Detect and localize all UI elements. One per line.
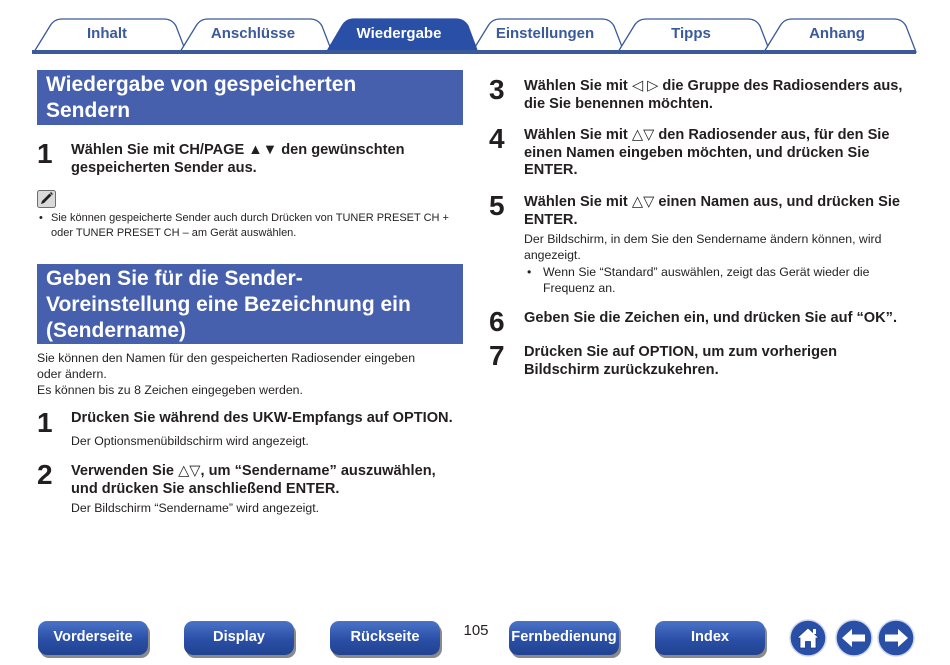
tab-einstellungen[interactable]: Einstellungen xyxy=(495,25,595,42)
display-button[interactable]: Display xyxy=(184,621,294,655)
pencil-note-icon xyxy=(37,190,56,208)
section-title-line: Wiedergabe von gespeicherten xyxy=(46,73,357,96)
step-number: 5 xyxy=(489,190,505,221)
step-line: einen Namen eingeben möchten, und drücken Sie xyxy=(524,144,870,161)
back-arrow-icon[interactable] xyxy=(835,619,873,657)
fernbedienung-button[interactable]: Fernbedienung xyxy=(509,621,619,655)
tab-inhalt[interactable]: Inhalt xyxy=(87,25,127,42)
section-intro xyxy=(37,350,467,398)
tab-tipps[interactable]: Tipps xyxy=(671,25,711,42)
note-bullet xyxy=(39,211,464,241)
step-number: 3 xyxy=(489,74,505,105)
vorderseite-button[interactable]: Vorderseite xyxy=(38,621,148,655)
step-line: Wählen Sie mit CH/PAGE ▲▼ den gewünschten xyxy=(71,142,405,158)
step-description: Der Optionsmenübildschirm wird angezeigt. xyxy=(71,434,309,448)
step-instruction xyxy=(71,142,471,177)
desc-line: Der Bildschirm, in dem Sie den Sendername ändern können, wird xyxy=(524,232,882,246)
rueckseite-button[interactable]: Rückseite xyxy=(330,621,440,655)
step-instruction: Geben Sie die Zeichen ein, und drücken Sie auf “OK”. xyxy=(524,310,898,326)
tab-anschluesse[interactable]: Anschlüsse xyxy=(210,25,296,42)
note-line: oder TUNER PRESET CH – am Gerät auswählen. xyxy=(51,227,297,239)
tab-baseline xyxy=(32,50,916,54)
step-line: Wählen Sie mit △▽ einen Namen aus, und drücken Sie xyxy=(524,194,901,210)
step-instruction xyxy=(524,78,924,113)
step-line: Verwenden Sie △▽, um “Sendername” auszuwählen, xyxy=(71,463,436,479)
step-line: Wählen Sie mit △▽ den Radiosender aus, für den Sie xyxy=(524,127,890,143)
step-number: 6 xyxy=(489,306,505,337)
step-line: ENTER. xyxy=(524,162,578,178)
bullet-line: Frequenz an. xyxy=(543,281,616,295)
note-line: Sie können gespeicherte Sender auch durch Drücken von TUNER PRESET CH + xyxy=(51,212,449,224)
bullet-text xyxy=(527,264,917,296)
step-number: 1 xyxy=(37,407,53,438)
note-text xyxy=(39,211,464,241)
step-instruction xyxy=(71,463,471,498)
step-description xyxy=(524,231,924,263)
section-title-wiedergabe-gespeicherter-sender xyxy=(37,70,463,125)
section-title-line: Geben Sie für die Sender- xyxy=(46,267,303,290)
intro-line: Es können bis zu 8 Zeichen eingegeben werden. xyxy=(37,383,303,397)
step-line: ENTER. xyxy=(524,211,578,228)
section-title-sendername xyxy=(37,264,463,344)
tab-anhang[interactable]: Anhang xyxy=(809,25,865,42)
index-button[interactable]: Index xyxy=(655,621,765,655)
bullet-dot: • xyxy=(39,212,43,224)
step-line: gespeicherten Sender aus. xyxy=(71,159,257,176)
step-number: 1 xyxy=(37,138,53,169)
bullet-dot: • xyxy=(527,265,532,279)
tab-wiedergabe[interactable]: Wiedergabe xyxy=(356,25,442,42)
step-description: Der Bildschirm “Sendername” wird angezeigt. xyxy=(71,501,320,515)
section-title-line: Voreinstellung eine Bezeichnung ein xyxy=(46,293,411,316)
bullet-line: Wenn Sie “Standard” auswählen, zeigt das Gerät wieder die xyxy=(543,265,870,279)
step-line: und drücken Sie anschließend ENTER. xyxy=(71,480,340,497)
home-icon[interactable] xyxy=(789,619,827,657)
section-title-line: Sendern xyxy=(46,99,131,122)
step-line: Bildschirm zurückzukehren. xyxy=(524,361,719,378)
section-title-line: (Sendername) xyxy=(46,319,187,342)
step-line: die Sie benennen möchten. xyxy=(524,95,713,112)
forward-arrow-icon[interactable] xyxy=(877,619,915,657)
step-instruction xyxy=(524,344,924,379)
step-line: Wählen Sie mit ◁ ▷ die Gruppe des Radiosenders aus, xyxy=(524,78,903,94)
step-line: Drücken Sie auf OPTION, um zum vorherigen xyxy=(524,344,838,360)
step-instruction xyxy=(524,194,924,229)
page-number: 105 xyxy=(463,622,489,639)
intro-line: Sie können den Namen für den gespeicherten Radiosender eingeben xyxy=(37,351,416,365)
desc-line: angezeigt. xyxy=(524,248,581,262)
step-bullet xyxy=(527,264,917,296)
step-number: 7 xyxy=(489,340,505,371)
step-instruction: Drücken Sie während des UKW-Empfangs auf OPTION. xyxy=(71,410,453,426)
intro-line: oder ändern. xyxy=(37,367,107,381)
top-tab-bar xyxy=(0,0,950,56)
step-instruction xyxy=(524,127,924,180)
step-number: 4 xyxy=(489,123,505,154)
step-number: 2 xyxy=(37,459,53,490)
